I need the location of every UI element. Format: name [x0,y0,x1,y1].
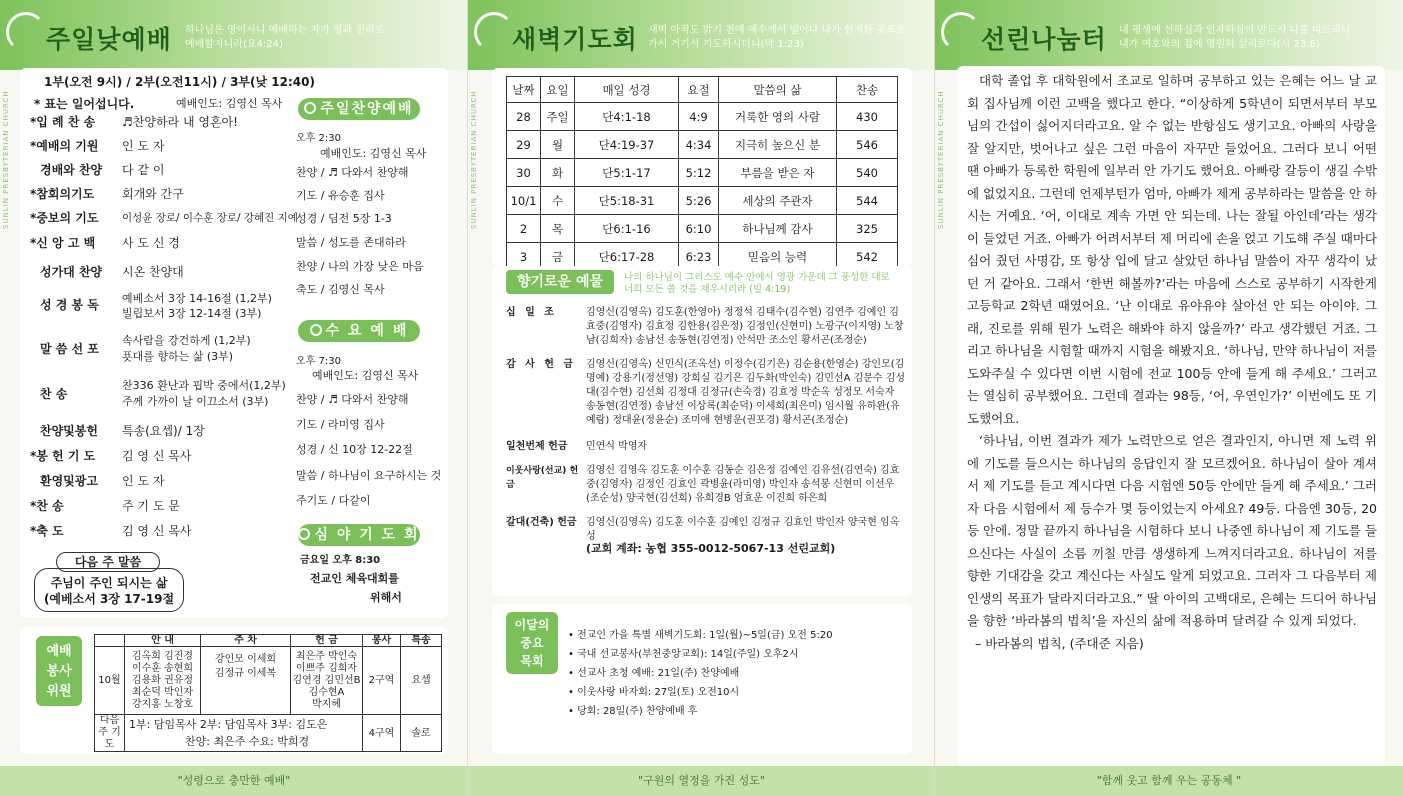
order-item: *봉 헌 기 도 [30,449,96,463]
order-item: *찬 송 [30,499,64,513]
wed-leader: 예배인도: 김영신 목사 [312,369,419,382]
list-item: • 당회: 28일(주) 찬양예배 후 [568,706,698,717]
footer-motto: "성령으로 충만한 예배" [0,766,468,796]
header-verse: 하나님은 영이시니 예배하는 자가 영과 진리로 예배할지니라(요4:24) [185,25,385,50]
wed-item: 기도 / 라미영 집사 [296,418,385,431]
order-item: 경배와 찬양 [40,163,103,177]
praise-item: 축도 / 김영신 목사 [296,283,385,296]
order-item: *신 앙 고 백 [30,236,96,250]
wednesday-title: 수 요 예 배 [298,320,420,342]
dawn-schedule-table: 날짜 요일 매일 성경 요절 말씀의 삶 찬송 28 주일 단4:1-18 4:9 거룩한 영의 사람 430 29 월 단4:19-37 4:34 지극히 높으신 분 546 30 화 단5:1-17 5:12 부름을 받은 자 540 10/1 수 단5:18-31 5:26 세상의 주관자 544 2 목 단6:1-16 6:10 하나님께 감사 325 3 금 단6:17-28 6:23 믿음의 능력 542 [506,76,898,271]
offering-verse: 나의 하나님이 그리스도 예수 안에서 영광 가운데 그 풍성한 대로 너희 모든 쓸 것을 채우시리라 (빌 4:19) [624,272,890,295]
order-value: 주 기 도 문 [122,499,180,513]
night-prayer-title: 심 야 기 도 회 [298,524,420,546]
order-value: 찬336 환난과 핍박 중에서(1,2부) [122,379,286,392]
wed-time: 오후 7:30 [296,356,341,367]
page-title: 선린나눔터 [981,25,1107,54]
next-week-sermon: 주님이 주인 되시는 삶 (예베소서 3장 17-19절 [34,568,184,612]
list-item: • 이웃사랑 바자회: 27일(토) 오전10시 [568,687,740,698]
order-item: *예배의 기원 [30,139,99,153]
list-item: • 국내 선교봉사(부천중앙교회): 14일(주일) 오후2시 [568,649,799,660]
list-item: • 전교인 가을 특별 새벽기도회: 1일(월)~5일(금) 오전 5:20 [568,630,833,641]
praise-item: 기도 / 유승훈 집사 [296,189,385,202]
worship-leader: 예배인도: 김영신 목사 [176,97,283,110]
order-value: ♬찬양하라 내 영혼아! [122,115,238,129]
order-value: 다 같 이 [122,163,165,177]
praise-time: 오후 2:30 [296,133,341,144]
order-item: 말 씀 선 포 [40,342,99,356]
header-verse: 내 평생에 선하심과 인자하심이 반드시 나를 따르리니 내가 여호와의 집에 영원히 살리로다(시 23:6) [1119,25,1351,50]
story-text: 대학 졸업 후 대학원에서 조교로 일하며 공부하고 있는 은혜는 어느 날 교회 집사님께 이런 고백을 했다고 한다. “이상하게 5학년이 되면서부터 부모님의 간섭이 싫어지더라고요. 알 수 없는 반항심도 생기고요. 아빠의 사랑을 잘 알지만, 벗어나고 싶은 그런 마음이 자꾸만 들었어요. 그러다 보니 어떤 땐 아빠가 등록한 학원에 일부러 안 가기도 했어요. 아빠랑 갈등이 생길 수밖에 없었지요. 그런데 언제부턴가 엄마, 아빠가 제게 공부하라는 말씀을 안 하시는 거예요. ‘어, 이대로 계속 가면 안 되는데. 나는 잘될 아인데’라는 생각이 들었던 거죠. 아빠가 어려서부터 제 머리에 손을 얹고 기도해 주실 때마다 심어 줬던 사명감, 또 항상 입에 달고 살았던 하나님 말씀이 자꾸 생각이 났던 거 같아요. 그래서 ‘한번 해볼까?’라는 마음에 스스로 공부하기 시작한게 고등학교 2학년 때였어요. ‘난 이대로 유야유야 살아선 안 되는 아이야. 그래, 진로를 위해 뭔가 노력은 해봐야 하지 않을까?’ 라고 생각했던 거죠. 그리고 하나님을 시험할 때까지 시험을 해봤지요. ‘하나님, 만약 하나님이 저를 도와주실 수 있다면 이번 시험에 전교 100등 안에 들게 해 주세요.’ 그러고는 열심히 공부했어요. 그런데 결과는 98등, ‘어, 우연인가?’ 이번에도 또 기도했어요. ‘하나님, 이번 결과가 제가 노력만으로 얻은 결과인지, 아니면 제 노력 위에 기도를 들으시는 하나님의 응답인지 잘 모르겠어요. 하나님이 살아 계셔서 제 기도를 듣고 계시다면 다음 시험엔 50등 안에만 들게 해 주세요.’ 그러자 다음 시험에서 제 등수가 몇 등이었는지 아세요? 49등. 다음엔 30등, 20등 안에. 정말 끝까지 하나님을 시험하다 보니 나중엔 하나님이 제 기도를 들으신다는 사실이 소름 끼칠 만큼 생생하게 느껴지더라고요. 하나님이 저를 향한 기대감을 갖고 계신다는 사실도 알게 되었고요. 그러자 그 다음부터 제 인생의 목표가 달라지더라고요.” 딸 아이의 고백대로, 은혜는 드디어 하나님을 향한 ‘바라봄의 법칙’을 자신의 삶에 적용하며 달려갈 수 있게 되었다. – 바라봄의 법칙, (주대준 지음) [967,70,1377,655]
order-value: 빌립보서 3장 12-14절 (3부) [122,307,262,320]
order-value: 회개와 간구 [122,187,184,201]
sunday-praise-title: 주일찬양예배 [298,98,420,120]
order-item: *참회의기도 [30,187,95,201]
order-value: 김 영 신 목사 [122,524,192,538]
order-value: 시온 찬양대 [122,265,184,279]
table-row: 3 금 단6:17-28 6:23 믿음의 능력 542 [507,243,898,271]
wed-item: 찬양 / ♬ 다와서 찬양해 [296,393,409,406]
side-church-name: SUNLIN PRESBYTERIAN CHURCH [937,90,945,230]
order-value: 예베소서 3장 14-16절 (1,2부) [122,292,272,305]
night-time: 금요일 오후 8:30 [300,555,381,566]
order-value: 사 도 신 경 [122,236,180,250]
order-value: 이성윤 장로/ 이수훈 장로/ 강혜진 지예 [122,212,298,224]
order-value: 인 도 자 [122,474,165,488]
header-verse: 새벽 아직도 밝기 전에 예수께서 일어나 나가 한적한 곳으로 가서 거기서 기도하시더니(막 1:23) [648,25,906,50]
praise-item: 찬양 / 나의 가장 낮은 마음 [296,260,424,273]
praise-leader: 예배인도: 김영신 목사 [320,147,427,160]
offering-title: 향기로운 예물 [506,270,614,294]
circle-icon [310,324,322,336]
order-item: *입 례 찬 송 [30,115,96,129]
panel-sharing [935,0,1403,796]
table-row: 29 월 단4:19-37 4:34 지극히 높으신 분 546 [507,131,898,159]
order-item: *축 도 [30,524,64,538]
table-row: 2 목 단6:1-16 6:10 하나님께 감사 325 [507,215,898,243]
service-times: 1부(오전 9시) / 2부(오전11시) / 3부(낮 12:40) [44,75,315,89]
order-item: 성 경 봉 독 [40,298,99,312]
church-logo-icon [474,12,514,52]
order-item: *중보의 기도 [30,211,99,225]
order-item: 찬양및봉헌 [40,424,98,438]
praise-item: 성경 / 딤전 5장 1-3 [296,212,392,225]
story-source: – 바라봄의 법칙, (주대준 지음) [975,635,1144,651]
order-value: 김 영 신 목사 [122,449,192,463]
bank-account: (교회 계좌: 농협 355-0012-5067-13 선린교회) [586,542,836,555]
table-row: 30 화 단5:1-17 5:12 부름을 받은 자 540 [507,159,898,187]
order-value: 속사람을 강건하게 (1,2부) [122,334,251,347]
side-church-name: SUNLIN PRESBYTERIAN CHURCH [470,90,478,230]
order-value: 푯대를 향하는 삶 (3부) [122,350,234,363]
next-week-title: 다음 주 말씀 [56,552,160,572]
order-item: 찬 송 [40,387,68,401]
footer-motto: "구원의 열정을 가진 성도" [468,766,935,796]
table-row: 28 주일 단4:1-18 4:9 거룩한 영의 사람 430 [507,103,898,131]
order-item: 성가대 찬양 [40,265,103,279]
order-value: 인 도 자 [122,139,165,153]
page-title: 주일낮예배 [46,25,172,54]
table-row: 10/1 수 단5:18-31 5:26 세상의 주관자 544 [507,187,898,215]
circle-icon [298,528,310,540]
wed-item: 주기도 / 다같이 [296,494,371,507]
panel-dawn-prayer: 새벽기도회 새벽 아직도 밝기 전에 예수께서 일어나 나가 한적한 곳으로 가서 거기서 기도하시더니(막 1:23) SUNLIN PRESBYTERIAN CHURCH 날짜 요일 매일 성경 요절 말씀의 삶 찬송 28 주일 단4:1-18 4:9 거룩한 영의 사람 430 29 월 단4:19-37 4:34 지극히 높으신 분 546 30 화 단5:1-17 5:12 부름을 받은 자 540 10/1 수 단5:18-31 5:26 세상의 주관자 544 2 목 단6:1-16 6:10 하나님께 감사 325 3 금 단6:17-28 6:23 믿음의 능력 542 향기로운 예물 나의 하나님이 그리스도 예수 안에서 영광 가운데 그 풍성한 대로 너희 모든 쓸 것을 채우시리라 (빌 4:19) 십 일 조 김영신(김영옥) 김도훈(한영아) 정정석 김태수(김수현) 김연주 김예인 김효중(김영자) 김효정 김한용(김은정) 김정인(신현미) 노광구(이지영) 노창남(김희자) 송남선 송동현(김연정) 안석만 조소인 황서곤(조정순) 감 사 헌 금 김영신(김영옥) 신민식(조옥선) 이정수(김기은) 김순용(한영순) 강인모(김명예) 강용기(정선영) 강희실 김기은 김두화(박인숙) 김민선A 김문수 김성대(김수현) 김선희 김정대 김정규(손숙경) 김효정 박순옥 성정모 서숙자 송동현(김연정) 송남선 이상록(최순덕) 이세희(최은미) 임시월 유하완(유예람) 정대윤(정윤순) 조미애 현병운(권포경) 황서곤(조정순) 일천번제 헌금 민연식 박영자 이웃사랑(선교) 헌금 김영신 김영옥 김도훈 이수훈 김동순 김은정 김예인 김유선(김연숙) 김효중(김영자) 김정인 김효인 곽병윤(라미영) 박인자 송석봉 신현미 이선우(조순성) 양국현(김선희) 유희경B 엄효운 이진희 하은희 갈대(건축) 헌금 김영신(김영옥) 김도훈 이수훈 김예인 김정규 김효인 박인자 양국현 임옥성 (교회 계좌: 농협 355-0012-5067-13 선린교회) 이달의 중요 목회 • 전교인 가을 특별 새벽기도회: 1일(월)~5일(금) 오전 5:20 • 국내 선교봉사(부천중앙교회): 14일(주일) 오후2시 • 선교사 초청 예배: 21일(주) 찬양예배 • 이웃사랑 바자회: 27일(토) 오전10시 • 당회: 28일(주) 찬양예배 후 "구원의 열정을 가진 성도" [468,0,935,796]
order-value: 주께 가까이 날 이끄소서 (3부) [122,395,269,408]
church-logo-icon [6,12,46,52]
service-table: 안 내 주 차 헌 금 봉사 특송 10월 김옥희 김진경 이수훈 송현희 김용화 권유정 최순덕 박인자 강지홍 노창호 강인모 이세희 김정규 이세복 최은주 박인숙 이쁘주 김희자 김연경 김민선B 김수현A 박지혜 2구역 요셉 다음주 기 도 1부: 담임목사 2부: 담임목사 3부: 김도은 찬양: 최은주 수요: 박희경 4구역 솔로 [94,634,442,752]
standing-note: * 표는 일어섭니다. [34,97,135,111]
news-label: 이달의 중요 목회 [506,612,558,674]
service-team-label: 예배 봉사 위원 [36,636,82,706]
wed-item: 말씀 / 하나님이 요구하시는 것 [296,469,442,482]
order-item: 환영및광고 [40,474,98,488]
page-title: 새벽기도회 [512,25,638,54]
circle-icon [304,102,316,114]
panel-sunday-worship [0,0,468,796]
church-logo-icon [941,12,981,52]
praise-item: 말씀 / 성도를 존대하라 [296,236,406,249]
footer-motto: "함께 웃고 함께 우는 공동체 " [935,766,1403,796]
praise-item: 찬양 / ♬ 다와서 찬양해 [296,166,409,179]
list-item: • 선교사 초청 예배: 21일(주) 찬양예배 [568,668,740,679]
side-church-name: SUNLIN PRESBYTERIAN CHURCH [2,90,10,230]
night-topic: 전교인 체육대회를 [310,572,399,585]
wed-item: 성경 / 신 10장 12-22절 [296,443,413,456]
order-value: 특송(요셉)/ 1장 [122,424,205,438]
night-topic: 위해서 [370,591,402,604]
news-list [568,626,833,721]
